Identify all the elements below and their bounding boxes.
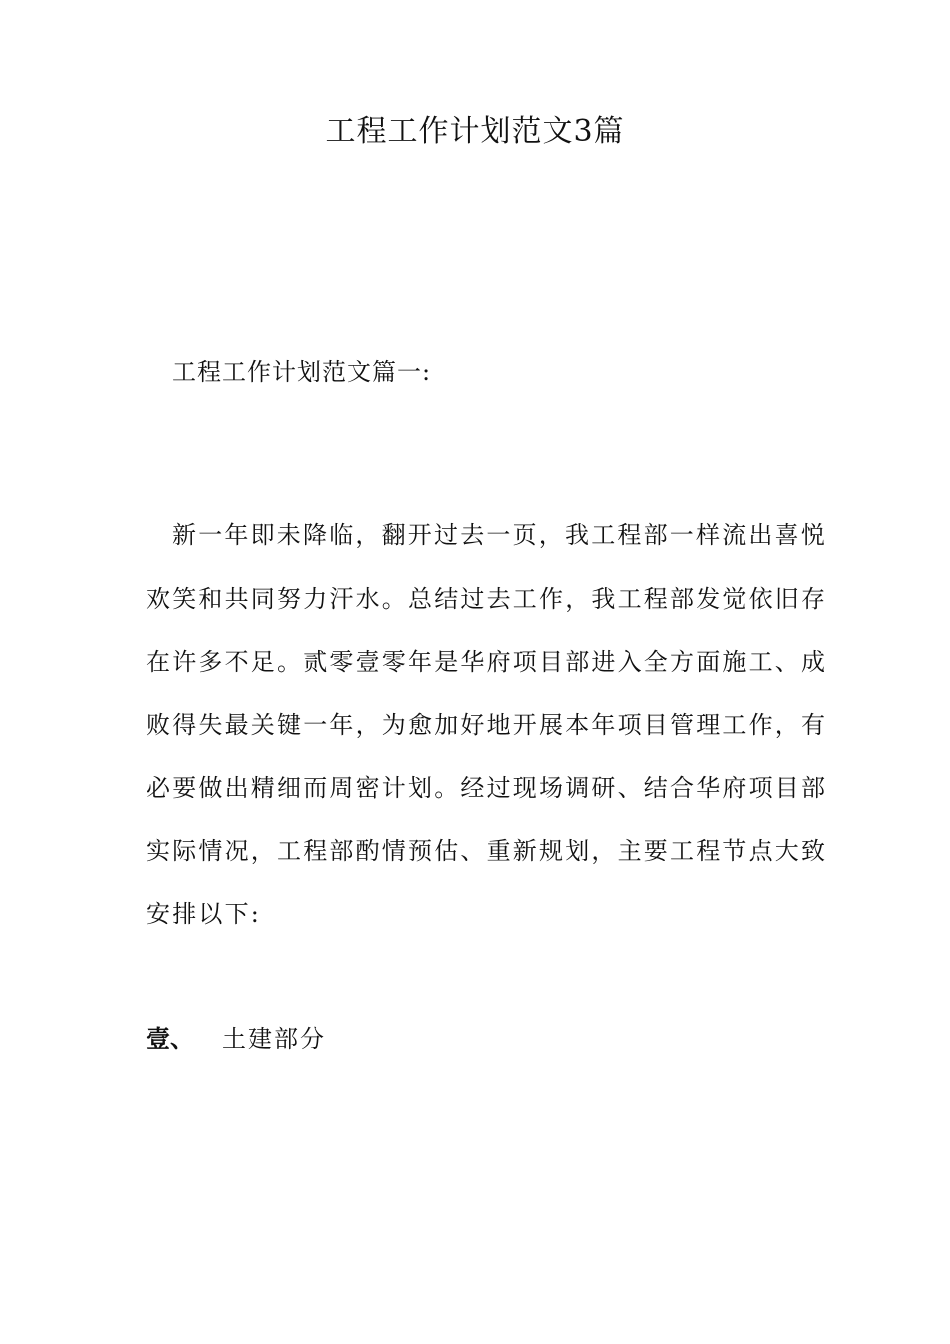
section-subheading: 工程工作计划范文篇一: xyxy=(172,358,432,386)
paragraph-line: 安排以下: xyxy=(146,900,262,928)
document-title: 工程工作计划范文3篇 xyxy=(325,114,625,149)
section-label: 土建部分 xyxy=(222,1025,326,1053)
paragraph-line: 实际情况，工程部酌情预估、重新规划，主要工程节点大致 xyxy=(146,837,828,865)
section-heading xyxy=(146,1020,326,1058)
section-number: 壹、 xyxy=(146,1025,194,1053)
paragraph-line: 必要做出精细而周密计划。经过现场调研、结合华府项目部 xyxy=(146,774,828,802)
paragraph-line: 欢笑和共同努力汗水。总结过去工作，我工程部发觉依旧存 xyxy=(146,585,828,613)
paragraph-line: 新一年即未降临，翻开过去一页，我工程部一样流出喜悦 xyxy=(172,521,827,549)
paragraph-line: 在许多不足。贰零壹零年是华府项目部进入全方面施工、成 xyxy=(146,648,828,676)
paragraph-line: 败得失最关键一年，为愈加好地开展本年项目管理工作，有 xyxy=(146,711,828,739)
